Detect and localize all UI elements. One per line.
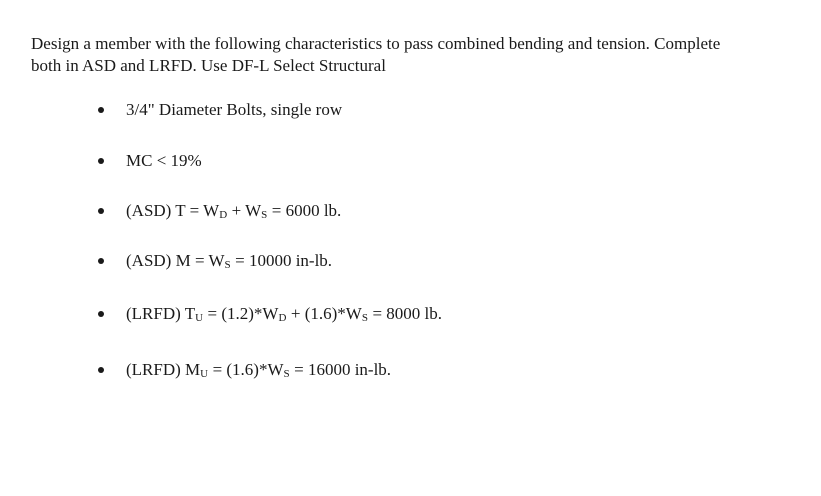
problem-statement	[31, 33, 791, 77]
problem-statement-line-2: both in ASD and LRFD. Use DF-L Select Structural	[31, 56, 386, 75]
list-item-text: 3/4" Diameter Bolts, single row	[126, 100, 343, 119]
bullet-icon	[98, 107, 104, 113]
list-item-text: MC < 19%	[126, 151, 202, 170]
problem-statement-line-1: Design a member with the following characteristics to pass combined bending and tension. Complete	[31, 34, 721, 53]
bullet-icon	[98, 311, 104, 317]
list-item-text: (LRFD) MU = (1.6)*WS = 16000 in-lb.	[126, 360, 392, 380]
list-item-text: (ASD) M = WS = 10000 in-lb.	[126, 251, 333, 271]
list-item-text: (LRFD) TU = (1.2)*WD + (1.6)*WS = 8000 lb.	[126, 304, 442, 324]
bullet-icon	[98, 258, 104, 264]
bullet-icon	[98, 208, 104, 214]
list-item-text: (ASD) T = WD + WS = 6000 lb.	[126, 201, 342, 221]
bullet-icon	[98, 367, 104, 373]
bullet-icon	[98, 158, 104, 164]
